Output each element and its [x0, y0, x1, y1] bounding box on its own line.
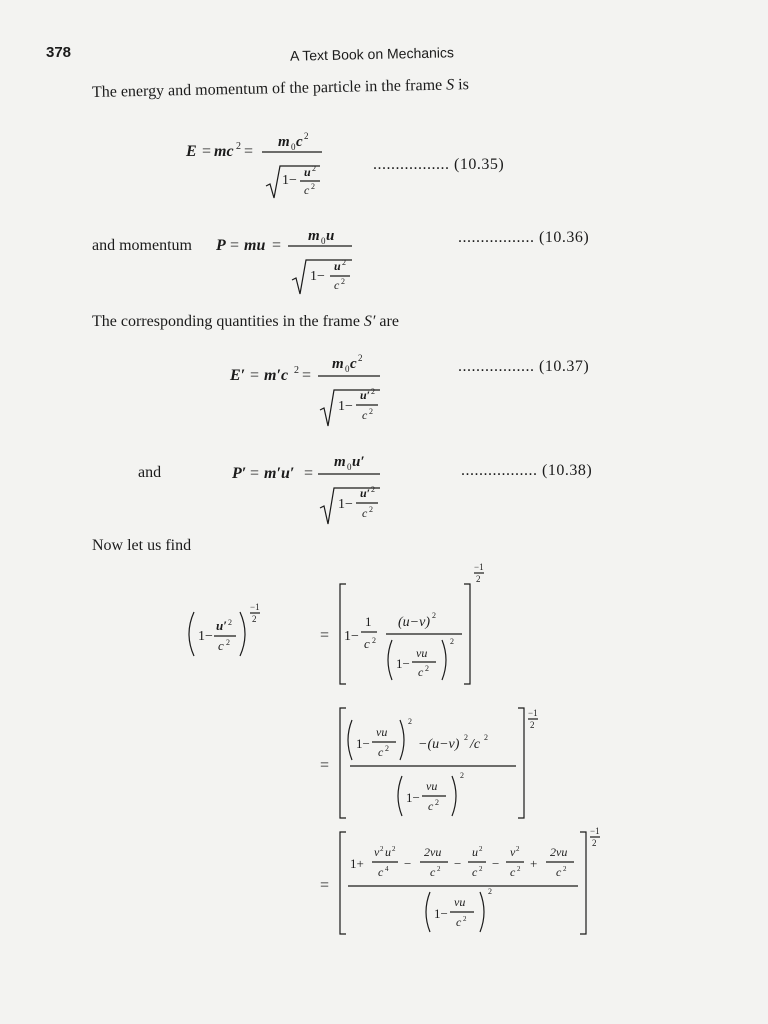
svg-text:−: −	[492, 856, 500, 871]
equation-number-10-37: ................. (10.37)	[458, 358, 590, 375]
svg-text:u′: u′	[352, 454, 365, 470]
svg-text:c: c	[378, 865, 384, 879]
svg-text:=: =	[320, 627, 330, 644]
svg-text:2: 2	[425, 664, 429, 673]
svg-text:2: 2	[479, 845, 483, 853]
svg-text:mu: mu	[244, 237, 266, 254]
svg-text:vu: vu	[454, 895, 466, 909]
svg-text:1: 1	[365, 614, 372, 629]
derivation-block	[180, 560, 600, 945]
svg-text:u: u	[326, 228, 335, 244]
svg-text:c: c	[472, 865, 478, 879]
svg-text:c: c	[428, 799, 434, 813]
svg-text:c: c	[418, 665, 424, 679]
svg-text:2: 2	[517, 865, 521, 873]
derivation-step-1	[320, 562, 484, 684]
svg-text:vu: vu	[416, 646, 428, 660]
svg-text:=: =	[320, 877, 330, 894]
derivation-step-3	[320, 826, 600, 934]
equation-number-10-36: ................. (10.36)	[458, 229, 590, 246]
svg-text:m: m	[278, 134, 290, 150]
equation-10-38	[230, 448, 390, 528]
svg-text:=: =	[202, 143, 212, 160]
svg-text:2: 2	[484, 733, 488, 742]
intro-paragraph	[92, 76, 469, 102]
svg-text:2: 2	[369, 407, 373, 416]
svg-text:−1: −1	[250, 602, 260, 612]
svg-text:2: 2	[228, 618, 232, 627]
svg-text:1−: 1−	[396, 656, 410, 671]
svg-text:2: 2	[392, 845, 396, 853]
svg-text:−1: −1	[474, 562, 484, 572]
svg-text:=: =	[230, 237, 240, 254]
svg-text:c: c	[304, 183, 310, 197]
svg-text:=: =	[272, 237, 282, 254]
svg-text:1−: 1−	[282, 173, 297, 188]
intro-text: The energy and momentum of the particle in the frame	[91, 76, 443, 101]
svg-text:2: 2	[450, 637, 454, 646]
svg-text:v: v	[510, 845, 516, 859]
now-find-text: Now let us find	[92, 537, 192, 554]
svg-text:2: 2	[437, 865, 441, 873]
svg-text:2: 2	[464, 733, 468, 742]
svg-text:P′: P′	[232, 465, 247, 482]
corresponding-text: The corresponding quantities in the frame	[92, 313, 360, 330]
svg-text:2: 2	[372, 636, 376, 645]
svg-text:2: 2	[530, 720, 535, 730]
svg-text:2: 2	[408, 717, 412, 726]
svg-text:=: =	[304, 465, 314, 482]
svg-text:c: c	[364, 636, 370, 651]
svg-text:=: =	[302, 367, 312, 384]
svg-text:2: 2	[435, 798, 439, 807]
svg-text:u′: u′	[216, 618, 227, 633]
svg-text:E: E	[186, 143, 197, 160]
svg-text:vu: vu	[426, 779, 438, 793]
svg-text:2vu: 2vu	[424, 845, 442, 859]
equation-10-36	[216, 222, 366, 302]
svg-text:2: 2	[563, 865, 567, 873]
svg-text:2: 2	[369, 505, 373, 514]
svg-text:c: c	[350, 356, 357, 372]
derivation-lhs	[189, 602, 260, 656]
svg-text:v: v	[374, 845, 380, 859]
svg-text:m′u′: m′u′	[264, 465, 295, 482]
svg-text:1−: 1−	[434, 906, 448, 921]
svg-text:+: +	[530, 856, 538, 871]
svg-text:2: 2	[385, 744, 389, 753]
svg-text:c: c	[430, 865, 436, 879]
svg-text:2: 2	[479, 865, 483, 873]
svg-text:P: P	[216, 237, 226, 254]
svg-text:2: 2	[460, 771, 464, 780]
svg-text:u: u	[334, 259, 341, 273]
svg-text:1−: 1−	[406, 790, 420, 805]
svg-text:−(u−v): −(u−v)	[418, 737, 460, 752]
svg-text:1−: 1−	[344, 629, 359, 644]
svg-text:c: c	[334, 278, 340, 292]
svg-text:2: 2	[236, 141, 241, 152]
svg-text:2: 2	[311, 182, 315, 191]
svg-text:m′c: m′c	[264, 367, 289, 384]
svg-text:2: 2	[380, 845, 384, 853]
svg-text:0: 0	[345, 364, 350, 374]
page-number: 378	[46, 44, 72, 61]
svg-text:c: c	[218, 638, 224, 653]
svg-text:1−: 1−	[356, 736, 370, 751]
svg-text:c: c	[362, 506, 368, 520]
svg-text:1−: 1−	[338, 497, 353, 512]
svg-text:2: 2	[304, 131, 309, 141]
svg-text:2: 2	[294, 365, 299, 376]
svg-text:c: c	[556, 865, 562, 879]
equation-10-35	[182, 128, 342, 208]
corresponding-paragraph	[92, 313, 399, 331]
svg-text:2: 2	[488, 887, 492, 896]
svg-text:2: 2	[476, 574, 481, 584]
svg-text:=: =	[250, 465, 260, 482]
svg-text:vu: vu	[376, 725, 388, 739]
svg-text:2vu: 2vu	[550, 845, 568, 859]
svg-text:0: 0	[347, 462, 352, 472]
svg-text:u: u	[472, 845, 478, 859]
svg-text:2: 2	[342, 258, 346, 267]
svg-text:2: 2	[371, 387, 375, 396]
running-title: A Text Book on Mechanics	[289, 44, 455, 64]
svg-text:2: 2	[341, 277, 345, 286]
svg-text:E′: E′	[230, 367, 246, 384]
svg-text:u: u	[385, 845, 391, 859]
equation-number-10-38: ................. (10.38)	[461, 462, 593, 479]
svg-text:c: c	[510, 865, 516, 879]
momentum-lead-text: and momentum	[92, 237, 192, 254]
svg-text:2: 2	[592, 838, 597, 848]
svg-text:u′: u′	[360, 486, 371, 500]
svg-text:−: −	[404, 856, 412, 871]
svg-text:u: u	[304, 165, 311, 179]
svg-text:c: c	[362, 408, 368, 422]
svg-text:2: 2	[226, 638, 230, 647]
svg-text:m: m	[334, 454, 346, 470]
corresponding-frame-symbol: S′	[363, 313, 376, 330]
svg-text:2: 2	[252, 614, 257, 624]
svg-text:2: 2	[432, 611, 436, 620]
svg-text:/c: /c	[470, 737, 481, 752]
svg-text:0: 0	[291, 142, 296, 152]
svg-text:1−: 1−	[338, 399, 353, 414]
svg-text:0: 0	[321, 236, 326, 246]
svg-text:c: c	[378, 745, 384, 759]
svg-text:2: 2	[371, 485, 375, 494]
svg-text:2: 2	[358, 353, 363, 363]
and-label: and	[138, 464, 162, 481]
svg-text:=: =	[244, 143, 254, 160]
svg-text:=: =	[250, 367, 260, 384]
svg-text:4: 4	[385, 865, 389, 873]
svg-text:−: −	[454, 856, 462, 871]
svg-text:2: 2	[463, 915, 467, 923]
equation-number-10-35: ................. (10.35)	[373, 156, 505, 173]
svg-text:mc: mc	[214, 143, 234, 160]
svg-text:c: c	[296, 134, 303, 150]
svg-text:2: 2	[516, 845, 520, 853]
svg-text:m: m	[308, 228, 320, 244]
intro-frame-symbol: S	[445, 76, 455, 94]
svg-text:m: m	[332, 356, 344, 372]
equation-10-37	[230, 348, 390, 433]
corresponding-end-text: are	[379, 313, 399, 330]
intro-end-text: is	[457, 76, 470, 94]
svg-text:1−: 1−	[198, 629, 213, 644]
svg-text:2: 2	[312, 164, 316, 173]
svg-text:1+: 1+	[350, 856, 364, 871]
svg-text:c: c	[456, 915, 462, 929]
svg-text:=: =	[320, 757, 330, 774]
svg-text:1−: 1−	[310, 269, 325, 284]
derivation-step-2	[320, 708, 538, 818]
svg-text:−1: −1	[590, 826, 600, 836]
svg-text:(u−v): (u−v)	[398, 615, 430, 630]
svg-text:u′: u′	[360, 388, 371, 402]
svg-text:−1: −1	[528, 708, 538, 718]
